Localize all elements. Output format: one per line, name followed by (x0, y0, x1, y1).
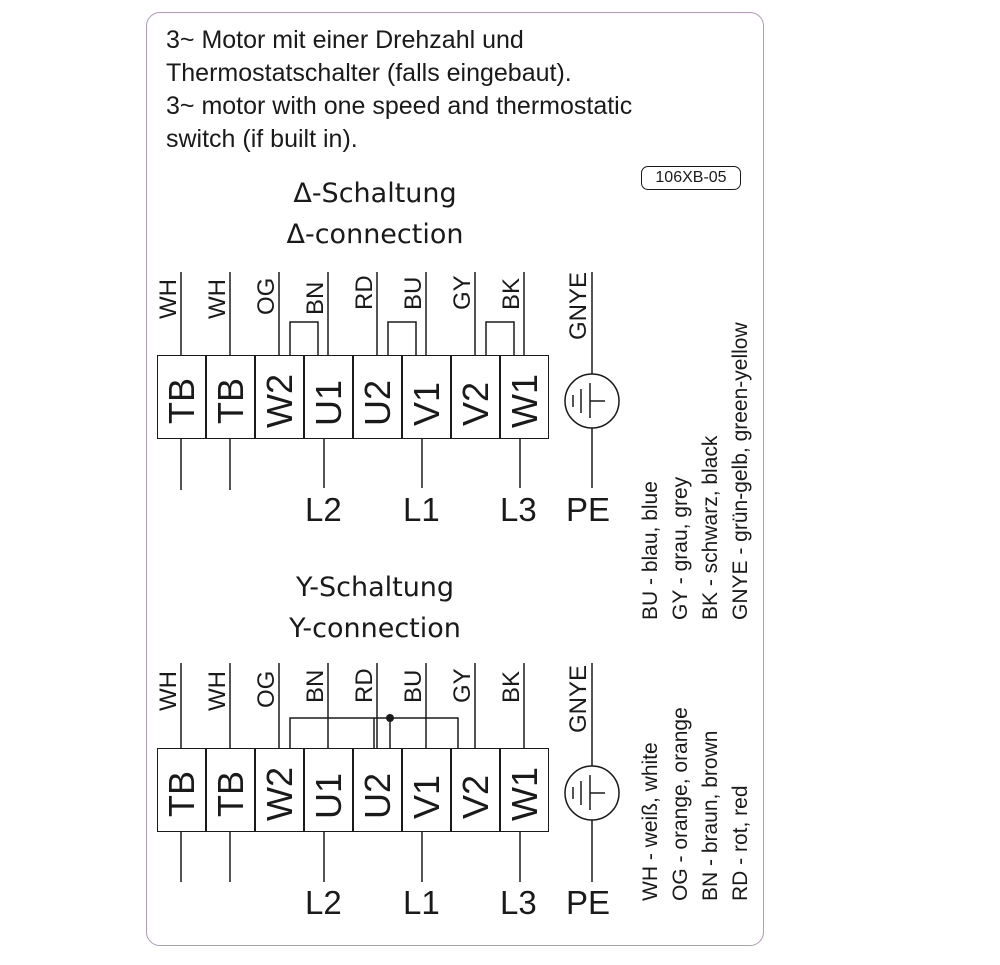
legend-entry: BK - schwarz, black (699, 435, 722, 620)
delta-terminal-label: W2 (259, 374, 300, 428)
star-line-label: L1 (403, 884, 440, 921)
legend-entry: BN - braun, brown (699, 730, 722, 901)
star-terminal-label: TB (161, 770, 202, 817)
delta-terminal-label: V2 (455, 381, 496, 426)
star-wire-label: GY (449, 668, 476, 703)
delta-wire-label: BN (302, 281, 329, 315)
star-earth-wire-label: GNYE (565, 664, 592, 733)
star-terminal-label: W2 (259, 767, 300, 821)
delta-earth-symbol (565, 374, 619, 428)
legend-entry: GY - grau, grey (669, 476, 692, 620)
star-terminal-label: V2 (455, 774, 496, 819)
legend-entry: OG - orange, orange (669, 707, 692, 901)
delta-bridge-u2-v1 (388, 322, 416, 355)
delta-wire-label: WH (155, 279, 182, 319)
star-wire-label: OG (253, 670, 280, 708)
delta-terminal-label: TB (161, 377, 202, 424)
delta-terminal-label: U2 (357, 379, 398, 426)
star-line-label: L3 (500, 884, 537, 921)
star-line-label: PE (566, 884, 611, 921)
header-line-3: 3~ motor with one speed and thermostatic (166, 92, 633, 120)
delta-wire-label: BU (400, 276, 427, 310)
star-wire-label: RD (351, 668, 378, 703)
delta-bridge-w2-u1 (290, 322, 318, 355)
star-terminal-label: TB (210, 770, 251, 817)
delta-wire-label: BK (498, 277, 525, 310)
star-wire-label: WH (155, 671, 182, 711)
delta-line-label: PE (566, 491, 611, 528)
star-earth-symbol (565, 766, 619, 820)
star-terminal-label: W1 (504, 767, 545, 821)
delta-bridge-v2-w1 (486, 322, 514, 355)
legend-entry: BU - blau, blue (639, 481, 662, 620)
delta-terminal-label: W1 (504, 374, 545, 428)
header-line-2: Thermostatschalter (falls eingebaut). (166, 59, 572, 87)
star-terminal-label: V1 (406, 774, 447, 819)
star-wire-label: BU (400, 669, 427, 703)
legend-entry: RD - rot, red (729, 785, 752, 901)
delta-wire-label: WH (204, 279, 231, 319)
delta-terminal-label: V1 (406, 381, 447, 426)
diagram-code-badge: 106XB-05 (641, 166, 741, 190)
delta-line-label: L2 (305, 491, 342, 528)
delta-wire-label: RD (351, 275, 378, 310)
star-wire-label: BK (498, 670, 525, 703)
delta-wire-label: GY (449, 275, 476, 310)
star-terminal-label: U1 (308, 772, 349, 819)
star-terminal-label: U2 (357, 772, 398, 819)
legend-entry: GNYE - grün-gelb, green-yellow (729, 322, 752, 620)
delta-wires (181, 272, 592, 490)
delta-heading-en: Δ-connection (286, 219, 464, 250)
delta-heading-de: Δ-Schaltung (293, 178, 457, 209)
star-line-label: L2 (305, 884, 342, 921)
star-point-node (386, 714, 394, 722)
delta-earth-wire-label: GNYE (565, 271, 592, 340)
delta-wire-label: OG (253, 277, 280, 315)
delta-terminal-label: TB (210, 377, 251, 424)
legend-entry: WH - weiß, white (639, 742, 662, 901)
delta-line-label: L3 (500, 491, 537, 528)
star-wire-label: BN (302, 669, 329, 703)
delta-line-label: L1 (403, 491, 440, 528)
star-heading-de: Y-Schaltung (295, 572, 455, 603)
header-line-1: 3~ Motor mit einer Drehzahl und (166, 26, 524, 54)
star-heading-en: Y-connection (289, 613, 461, 644)
star-wire-label: WH (204, 671, 231, 711)
delta-terminal-label: U1 (308, 379, 349, 426)
header-line-4: switch (if built in). (166, 125, 358, 153)
